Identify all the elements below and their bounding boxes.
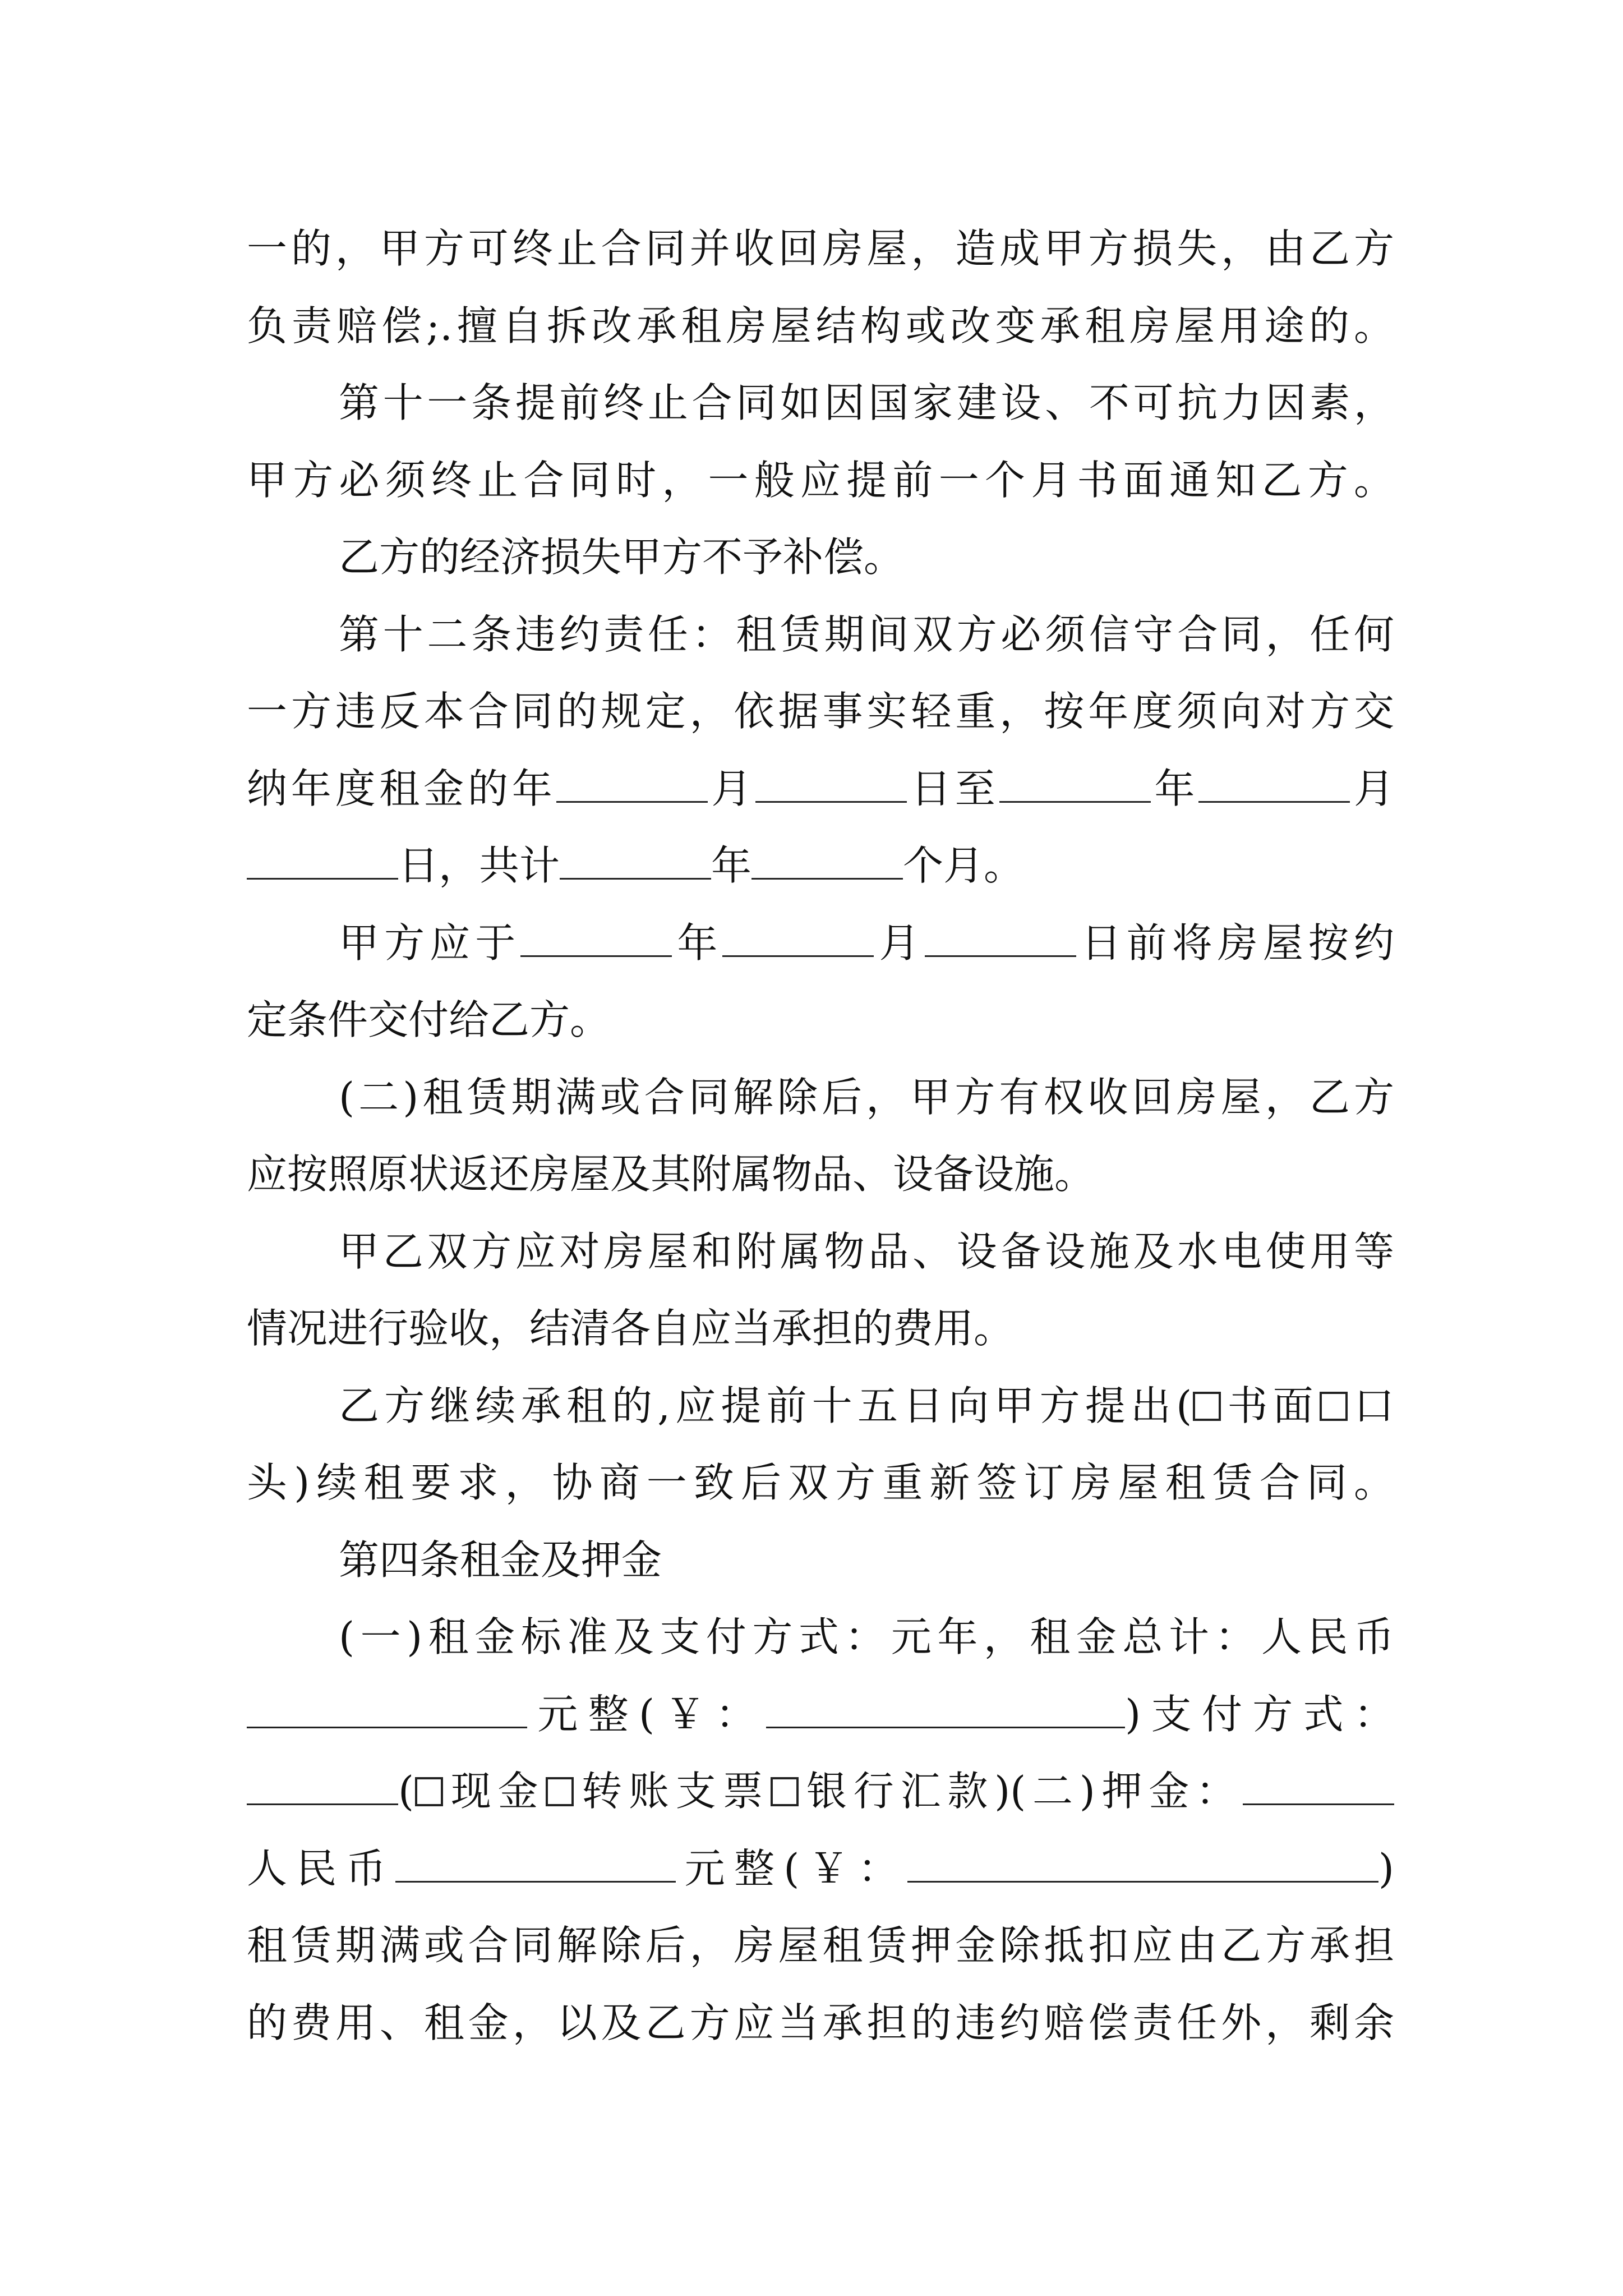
fill-blank — [755, 752, 907, 803]
section-heading: 第四条租金及押金 — [339, 1536, 662, 1584]
line-text: 日至 — [907, 765, 999, 812]
paragraph-line — [247, 751, 1394, 828]
line-text: 乙方继续承租的,应提前十五日向甲方提出( — [339, 1382, 1192, 1429]
paragraph-line: 一的，甲方可终止合同并收回房屋，造成甲方损失，由乙方 — [247, 225, 1394, 272]
line-text: ) — [1378, 1844, 1394, 1892]
checkbox[interactable] — [771, 1777, 799, 1806]
paragraph-line: 负责赔偿;.擅自拆改承租房屋结构或改变承租房屋用途的。 — [247, 302, 1394, 349]
paragraph-line: 的费用、租金，以及乙方应当承担的违约赔偿责任外，剩余 — [247, 1999, 1394, 2046]
line-text: 元整(￥： — [675, 1844, 907, 1892]
line-text: 月 — [874, 919, 925, 967]
paragraph-line — [247, 1753, 1394, 1830]
paragraph-line: 定条件交付给乙方。 — [247, 996, 611, 1043]
fill-blank — [520, 906, 672, 957]
paragraph-line: 第十一条提前终止合同如因国家建设、不可抗力因素， — [339, 379, 1394, 426]
fill-blank — [1243, 1754, 1394, 1805]
fill-blank — [560, 829, 711, 880]
paragraph-line — [247, 1676, 1394, 1754]
paragraph-line: 乙方的经济损失甲方不予补偿。 — [339, 533, 905, 581]
paragraph-line — [247, 905, 1394, 982]
document-body — [247, 210, 1394, 2062]
line-text: 甲方应于 — [339, 919, 521, 967]
fill-blank — [395, 1832, 676, 1883]
fill-blank — [556, 752, 708, 803]
checkbox[interactable] — [1320, 1392, 1348, 1421]
line-text: 年 — [711, 842, 752, 889]
line-text: 纳年度租金的年 — [247, 765, 556, 812]
paragraph-line: 情况进行验收，结清各自应当承担的费用。 — [247, 1305, 1015, 1352]
fill-blank — [1198, 752, 1350, 803]
paragraph-line: 甲方必须终止合同时，一般应提前一个月书面通知乙方。 — [247, 456, 1394, 504]
paragraph-line — [247, 827, 1394, 905]
fill-blank — [925, 906, 1076, 957]
paragraph-line: (一)租金标准及支付方式：元年，租金总计：人民币 — [339, 1613, 1394, 1660]
paragraph-line — [247, 1830, 1394, 1908]
line-text: 转账支票 — [575, 1768, 770, 1815]
line-text: 年 — [672, 919, 723, 967]
fill-blank — [247, 1754, 398, 1805]
paragraph-line: (二)租赁期满或合同解除后，甲方有权收回房屋，乙方 — [339, 1073, 1394, 1121]
line-text: 年 — [1150, 765, 1199, 812]
line-text: 书面 — [1222, 1382, 1318, 1429]
line-text: 现金 — [444, 1768, 545, 1815]
paragraph-line: 头)续租要求，协商一致后双方重新签订房屋租赁合同。 — [247, 1459, 1394, 1506]
paragraph-line: 甲乙双方应对房屋和附属物品、设备设施及水电使用等 — [339, 1227, 1394, 1275]
line-text: 口 — [1348, 1382, 1394, 1429]
fill-blank — [766, 1677, 1125, 1728]
fill-blank — [247, 829, 398, 880]
line-text: 月 — [707, 765, 756, 812]
line-text: 日前将房屋按约 — [1076, 919, 1394, 967]
fill-blank — [751, 829, 903, 880]
line-text: 日，共计 — [398, 842, 560, 889]
line-text: 个月。 — [903, 842, 1025, 889]
line-text: )支付方式： — [1125, 1690, 1394, 1738]
line-text: 人民币 — [247, 1844, 395, 1892]
fill-blank — [247, 1677, 527, 1728]
checkbox[interactable] — [546, 1777, 574, 1806]
line-text: ( — [398, 1768, 414, 1815]
fill-blank — [999, 752, 1151, 803]
checkbox[interactable] — [415, 1777, 443, 1806]
fill-blank — [907, 1832, 1378, 1883]
fill-blank — [722, 906, 874, 957]
line-text: 银行汇款)(二)押金： — [800, 1768, 1243, 1815]
paragraph-line: 第十二条违约责任：租赁期间双方必须信守合同，任何 — [339, 610, 1394, 658]
paragraph-line: 租赁期满或合同解除后，房屋租赁押金除抵扣应由乙方承担 — [247, 1922, 1394, 1969]
paragraph-line: 一方违反本合同的规定，依据事实轻重，按年度须向对方交 — [247, 688, 1394, 735]
paragraph-line — [247, 1368, 1394, 1445]
line-text: 月 — [1350, 765, 1394, 812]
checkbox[interactable] — [1193, 1392, 1221, 1421]
line-text: 元整(￥： — [527, 1690, 767, 1738]
paragraph-line: 应按照原状返还房屋及其附属物品、设备设施。 — [247, 1151, 1095, 1198]
